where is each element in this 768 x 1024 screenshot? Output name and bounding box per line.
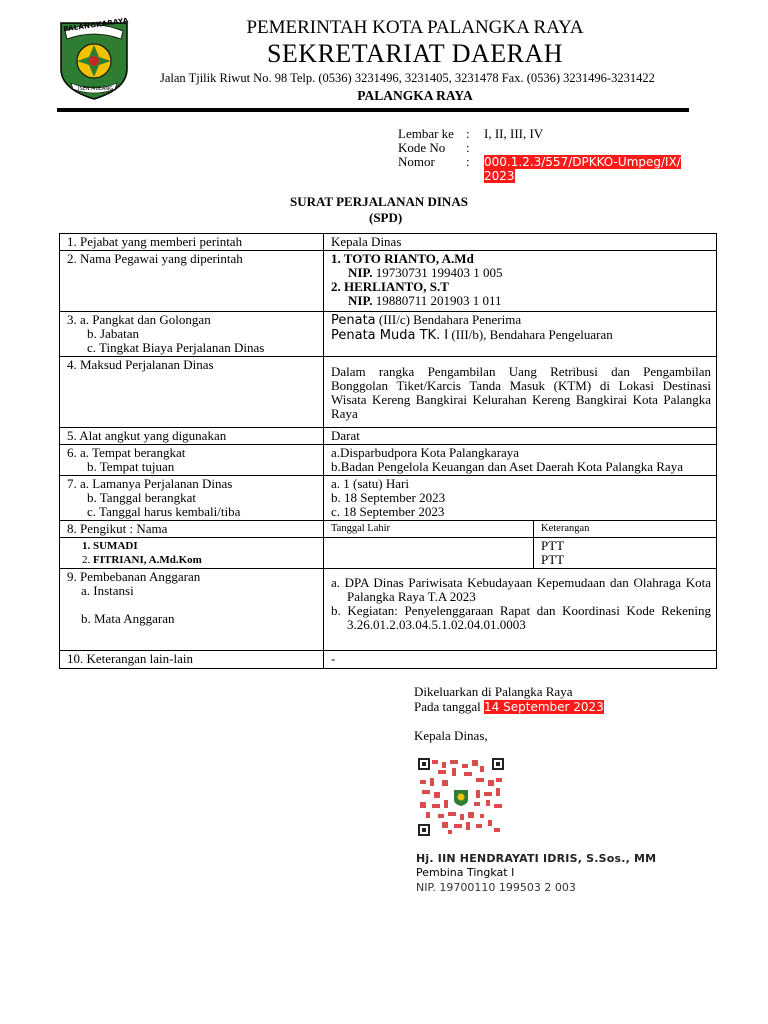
nomor-label: Nomor [398, 154, 435, 169]
issued-date-line [414, 699, 604, 715]
row-1-value: Kepala Dinas [324, 234, 717, 251]
employee-1-name: 1. TOTO RIANTO, A.Md [331, 251, 474, 266]
row-9-value: a. DPA Dinas Pariwisata Kebudayaan Kepemudaan dan Olahraga Kota Palangka Raya T.A 2023 b. Kegiatan: Penyelenggaraan Rapat dan Koordinasi Kode Rekening 3.26.01.2.03.04.5.1.02.04.01.0003 [324, 569, 717, 651]
row-6-value: a.Disparbudpora Kota Palangkaraya b.Badan Pengelola Keuangan dan Aset Daerah Kota Palangka Raya [324, 445, 717, 476]
signer-position: Kepala Dinas, [414, 728, 488, 743]
row-2-label: 2. Nama Pegawai yang diperintah [60, 251, 324, 312]
nomor-value-line2: 2023 [484, 169, 515, 183]
row-6-label: 6. a. Tempat berangkat b. Tempat tujuan [60, 445, 324, 476]
row-3-value [324, 312, 717, 357]
row-1-label: 1. Pejabat yang memberi perintah [60, 234, 324, 251]
row-2-value [324, 251, 717, 312]
row-1 [60, 234, 717, 251]
row-5-value: Darat [324, 428, 717, 445]
row-10-label: 10. Keterangan lain-lain [60, 651, 324, 669]
row-4 [60, 357, 717, 428]
document-title: SURAT PERJALANAN DINAS [290, 194, 468, 209]
employee-2-nip: NIP. 19880711 201903 1 011 [348, 293, 502, 308]
row-10-value: - [324, 651, 717, 669]
logo-text-bottom: ISEN MULANG [78, 86, 114, 92]
row-4-label: 4. Maksud Perjalanan Dinas [60, 357, 324, 428]
col-tanggal-lahir: Tanggal Lahir [324, 521, 534, 538]
kode-colon: : [466, 140, 470, 155]
employee-2-name: 2. HERLIANTO, S.T [331, 279, 449, 294]
row-7-value: a. 1 (satu) Hari b. 18 September 2023 c. 18 September 2023 [324, 476, 717, 521]
follower-notes: PTT PTT [534, 538, 717, 569]
kode-label: Kode No [398, 140, 446, 155]
rank-1: Penata (III/c) Bendahara Penerima [331, 312, 522, 328]
signer-nip: NIP. 19700110 199503 2 003 [416, 881, 576, 894]
row-4-value: Dalam rangka Pengambilan Uang Retribusi dan Pengambilan Bonggolan Tiket/Karcis Tanda Masuk (KTM) di Lokasi Destinasi Wisata Kereng Bangkirai Kelurahan Kereng Bangkirai Kota Palangka Raya [324, 357, 717, 428]
row-2 [60, 251, 717, 312]
spd-table [59, 233, 717, 669]
row-5 [60, 428, 717, 445]
row-7-label: 7. a. Lamanya Perjalanan Dinas b. Tanggal berangkat c. Tanggal harus kembali/tiba [60, 476, 324, 521]
col-keterangan: Keterangan [534, 521, 717, 538]
issued-date: 14 September 2023 [484, 700, 604, 714]
signer-rank: Pembina Tingkat I [416, 866, 515, 879]
row-9-label: 9. Pembebanan Anggaran a. Instansi b. Mata Anggaran [60, 569, 324, 651]
signer-name: Hj. IIN HENDRAYATI IDRIS, S.Sos., MM [416, 852, 657, 865]
lembar-label: Lembar ke [398, 126, 454, 141]
row-10 [60, 651, 717, 669]
nomor-colon: : [466, 154, 470, 169]
issued-date-label: Pada tanggal [414, 699, 485, 714]
logo-text-top: PALANGKARAYA [62, 16, 130, 34]
follower-names: 1. SUMADI 2. FITRIANI, A.Md.Kom [60, 538, 324, 569]
rank-2: Penata Muda TK. I (III/b), Bendahara Pengeluaran [331, 327, 613, 343]
government-name: PEMERINTAH KOTA PALANGKA RAYA [246, 17, 584, 38]
row-3 [60, 312, 717, 357]
qr-code-icon [418, 758, 504, 836]
follower-birthdates [324, 538, 534, 569]
document-subtitle: (SPD) [369, 210, 403, 225]
office-name: SEKRETARIAT DAERAH [266, 39, 564, 68]
row-9 [60, 569, 717, 651]
row-8-body [60, 538, 717, 569]
row-8-label: 8. Pengikut : Nama [60, 521, 324, 538]
lembar-value: I, II, III, IV [484, 126, 544, 141]
nomor-value-line1: 000.1.2.3/557/DPKKO-Umpeg/IX/ [484, 155, 681, 169]
lembar-colon: : [466, 126, 470, 141]
row-7 [60, 476, 717, 521]
employee-1-nip: NIP. 19730731 199403 1 005 [348, 265, 503, 280]
office-address: Jalan Tjilik Riwut No. 98 Telp. (0536) 3231496, 3231405, 3231478 Fax. (0536) 3231496-3231422 [160, 71, 655, 85]
row-8-header [60, 521, 717, 538]
office-city: PALANGKA RAYA [357, 88, 473, 103]
row-6 [60, 445, 717, 476]
header-rule [57, 108, 689, 112]
row-3-label: 3. a. Pangkat dan Golongan b. Jabatan c. Tingkat Biaya Perjalanan Dinas [60, 312, 324, 357]
row-5-label: 5. Alat angkut yang digunakan [60, 428, 324, 445]
issued-place: Dikeluarkan di Palangka Raya [414, 684, 573, 699]
